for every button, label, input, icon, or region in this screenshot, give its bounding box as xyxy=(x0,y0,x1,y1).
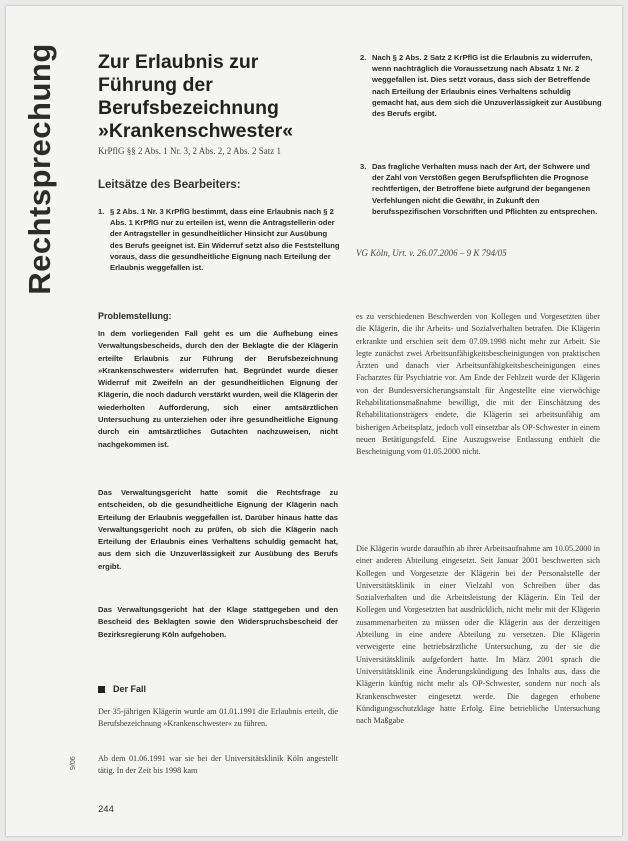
der-fall-heading xyxy=(98,684,146,694)
document-page xyxy=(6,6,622,836)
case-paragraph: Der 35-jährigen Klägerin wurde am 01.01.1991 die Erlaubnis erteilt, die Berufsbezeichnung »Krankenschwester« zu führen. xyxy=(98,707,338,729)
case-paragraph: Ab dem 01.06.1991 war sie bei der Universitätsklinik Köln angestellt tätig. In der Zeit bis 1998 kam xyxy=(98,754,338,776)
square-bullet-icon xyxy=(98,686,105,693)
article-title: Zur Erlaubnis zur Führung der Berufsbezeichnung »Krankenschwester« xyxy=(98,51,294,142)
right-column-paragraph: es zu verschiedenen Beschwerden von Kollegen und Vorgesetzten über die Klägerin, die ihr Arbeits- und Sozialverhalten betrafen. Die Klägerin erkrankte und erschien seit dem 07.09.1998 nicht mehr zur Arbeit. Sie legte zunächst zwei Arbeitsunfähigkeitsbescheinigungen von praktischen Ärzten und danach vier Arbeitsunfähigkeitsbescheinigungen eines Facharztes für Psychiatrie vor. Am Ende der Fehlzeit wurde der Klägerin von der Bundesversicherungsanstalt für Angestellte eine vierwöchige Rehabilitationsmaßnahme bewilligt, die mit der Einschätzung des Rehabilitationsträgers endete, die Klägerin sei arbeitsunfähig am bisherigen Arbeitsplatz, jedoch voll einsetzbar als OP-Schwester in einem neuen Betätigungsfeld. Eine Auszugsweise Entlassung enthielt die Bescheinigung vom 01.05.2000 nicht. xyxy=(356,312,600,457)
problem-paragraph: Das Verwaltungsgericht hat der Klage stattgegeben und den Bescheid des Beklagten sowie den Widerspruchsbescheid der Bezirksregierung Köln aufgehoben. xyxy=(98,605,338,639)
leitsaetze-heading: Leitsätze des Bearbeiters: xyxy=(98,179,241,191)
leitsatz-number: 3. xyxy=(360,162,367,171)
problem-heading: Problemstellung: xyxy=(98,311,172,321)
leitsatz-1 xyxy=(98,206,342,273)
leitsatz-text: Das fragliche Verhalten muss nach der Art, der Schwere und der Zahl von Verstößen gegen Berufspflichten die Prognose rechtfertigen, der Betroffene biete aufgrund der begangenen Verfehlungen nicht die Gewähr, in Zukunft den berufsspezifischen Vorschriften und Pflichten zu entsprechen. xyxy=(372,162,598,216)
leitsatz-number: 2. xyxy=(360,53,367,62)
leitsatz-text: Nach § 2 Abs. 2 Satz 2 KrPflG ist die Erlaubnis zu widerrufen, wenn nachträglich die Voraussetzung nach Absatz 1 Nr. 2 weggefallen ist. Dies setzt voraus, dass sich der Betreffende nach Erteilung der Erlaubnis eines Verhaltens schuldig gemacht hat, aus dem sich die Unzuverlässigkeit zur Ausübung des Berufs ergibt. xyxy=(372,53,602,119)
court-reference: VG Köln, Urt. v. 26.07.2006 – 9 K 794/05 xyxy=(356,248,507,258)
leitsatz-text: § 2 Abs. 1 Nr. 3 KrPflG bestimmt, dass eine Erlaubnis nach § 2 Abs. 1 KrPflG nur zu erteilen ist, wenn die Antragstellerin oder der Antragsteller in gesundheitlicher Hinsicht zur Ausübung des Berufs geeignet ist. Ein Widerruf setzt also die Feststellung voraus, dass die gesundheitliche Eignung nach Erteilung der Erlaubnis weggefallen ist. xyxy=(110,207,340,273)
section-label: Rechtsprechung xyxy=(22,42,58,295)
problem-paragraph: In dem vorliegenden Fall geht es um die Aufhebung eines Verwaltungsbescheids, durch den der Beklagte die der Klägerin erteilte Erlaubnis zur Führung der Berufsbezeichnung »Krankenschwester« widerrufen hat. Begründet wurde dieser Widerruf mit Zweifeln an der gesundheitlichen Eignung der Klägerin, die noch dadurch verstärkt wurden, weil die Klägerin der wiederholten Aufforderung, sich einer amtsärztlichen Untersuchung zu unterziehen oder ihre gesundheitliche Eignung durch ein amtsärztliches Gutachten nachzuweisen, nicht nachgekommen ist. xyxy=(98,329,338,449)
statute-reference: KrPflG §§ 2 Abs. 1 Nr. 3, 2 Abs. 2, 2 Abs. 2 Satz 1 xyxy=(98,146,282,156)
problem-paragraph: Das Verwaltungsgericht hatte somit die Rechtsfrage zu entscheiden, ob die gesundheitliche Eignung der Klägerin nach Erteilung der Erlaubnis weggefallen ist. Darüber hinaus hatte das Verwaltungsgericht noch zu prüfen, ob sich die Klägerin nach Erteilung der Erlaubnis eines Verhaltens schuldig gemacht hat, aus dem sich die Unzuverlässigkeit zur Ausübung des Berufs ergibt. xyxy=(98,488,338,571)
right-column-paragraph: Die Klägerin wurde daraufhin ab ihrer Arbeitsaufnahme am 10.05.2000 in einer anderen Abteilung eingesetzt. Seit Januar 2001 beschwerten sich Kollegen und Vorgesetzte der Klägerin bei der Personalstelle der Universitätsklinik in einer Vielzahl von Schreiben über das Sozialverhalten und die Arbeitsleistung der Klägerin. Ein Teil der Kollegen und Vorgesetzten hat ausdrücklich, nicht mehr mit der Klägerin zusammenarbeiten zu müssen oder die Klägerin aus der derzeitigen Abteilung in eine andere Abteilung zu versetzen. Die Klägerin verweigerte eine betriebsärztliche Untersuchung, zu der sie die Universitätsklinik aufgefordert hatte. Im März 2001 sprach die Universitätsklinik eine Änderungskündigung des Inhalts aus, dass die Klägerin künftig nicht mehr als OP-Schwester, sondern nur noch als Krankenschwester eingesetzt werde. Die dagegen erhobene Kündigungsschutzklage hatte Erfolg. Eine betriebliche Untersuchung nach Maßgabe xyxy=(356,544,600,726)
page-number: 244 xyxy=(98,804,114,815)
leitsatz-3 xyxy=(360,161,602,217)
leitsatz-number: 1. xyxy=(98,207,105,216)
issue-code: 9/06 xyxy=(70,756,77,770)
der-fall-heading-text: Der Fall xyxy=(113,684,147,694)
leitsatz-2 xyxy=(360,52,602,119)
